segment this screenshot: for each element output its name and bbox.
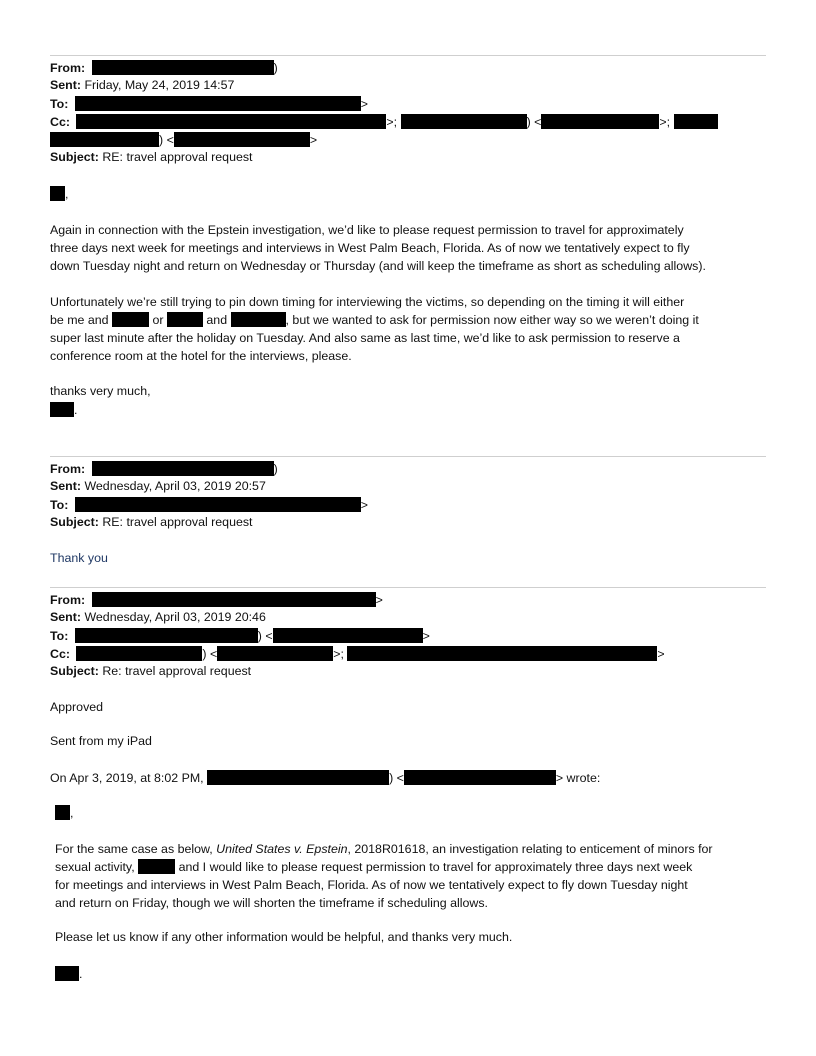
sent-line <box>50 610 266 625</box>
subject-value: Re: travel approval request <box>102 664 252 678</box>
redaction-block <box>75 628 258 643</box>
punctuation: > <box>309 133 318 147</box>
cc-line <box>50 646 665 662</box>
redaction-block <box>76 646 202 661</box>
separator-rule <box>50 456 766 457</box>
punctuation: , <box>65 187 69 201</box>
redaction-block <box>217 646 333 661</box>
cc-line-continued <box>50 132 317 148</box>
redaction-block <box>174 132 310 147</box>
reply-text: Thank you <box>50 551 108 565</box>
from-label: From: <box>50 462 86 476</box>
redaction-block <box>50 186 65 201</box>
punctuation: > <box>375 593 383 607</box>
punctuation: > <box>360 97 369 111</box>
redaction-block <box>50 402 74 417</box>
to-label: To: <box>50 97 69 111</box>
redaction-block <box>167 312 203 327</box>
to-label: To: <box>50 498 69 512</box>
cc-label: Cc: <box>50 115 70 129</box>
punctuation: ) < <box>202 647 218 661</box>
text-fragment: > wrote: <box>555 771 601 785</box>
redaction-block <box>50 132 159 147</box>
cc-line <box>50 114 718 130</box>
signature <box>50 402 77 418</box>
text-fragment: sexual activity, <box>55 860 135 874</box>
redaction-block <box>231 312 286 327</box>
text-line <box>50 311 699 329</box>
text-fragment: be me and <box>50 313 109 327</box>
subject-line <box>50 664 251 679</box>
redaction-block <box>92 60 274 75</box>
redaction-block <box>347 646 657 661</box>
quoted-signature <box>55 966 82 982</box>
redaction-block <box>404 770 556 785</box>
sent-value: Friday, May 24, 2019 14:57 <box>84 78 235 92</box>
quote-header <box>50 770 600 786</box>
subject-label: Subject: <box>50 664 99 678</box>
punctuation: . <box>79 967 83 981</box>
to-label: To: <box>50 629 69 643</box>
from-line <box>50 461 278 477</box>
from-label: From: <box>50 61 86 75</box>
to-line <box>50 628 430 644</box>
subject-label: Subject: <box>50 515 99 529</box>
redaction-block <box>92 461 274 476</box>
quoted-paragraph-2: Please let us know if any other information would be helpful, and thanks very much. <box>55 930 513 944</box>
punctuation: ) <box>273 462 278 476</box>
text-fragment: , 2018R01618, an investigation relating to enticement of minors for <box>347 842 713 856</box>
punctuation: > <box>422 629 430 643</box>
text-fragment: and I would like to please request permission to travel for approximately three days next week <box>178 860 693 874</box>
text-fragment: and <box>206 313 228 327</box>
punctuation: ) < <box>526 115 542 129</box>
text-line: three days next week for meetings and interviews in West Palm Beach, Florida. As of now we tentatively expect to fly <box>50 241 690 255</box>
redaction-block <box>112 312 149 327</box>
punctuation: ) < <box>389 771 404 785</box>
text-line: and return on Friday, though we will shorten the timeframe if scheduling allows. <box>55 896 488 910</box>
subject-line <box>50 515 252 530</box>
punctuation: ) < <box>257 629 273 643</box>
text-fragment: For the same case as below, <box>55 842 217 856</box>
subject-value: RE: travel approval request <box>102 150 253 164</box>
sent-line <box>50 78 234 93</box>
text-line: down Tuesday night and return on Wednesday or Thursday (and will keep the timeframe as short as scheduling allows). <box>50 259 706 273</box>
redaction-block <box>138 859 175 874</box>
redaction-block <box>55 805 70 820</box>
sent-label: Sent: <box>50 610 81 624</box>
text-fragment: On Apr 3, 2019, at 8:02 PM, <box>50 771 204 785</box>
from-label: From: <box>50 593 86 607</box>
punctuation: > <box>360 498 369 512</box>
punctuation: >; <box>333 647 344 661</box>
redaction-block <box>55 966 79 981</box>
to-line <box>50 96 368 112</box>
punctuation: >; <box>659 115 671 129</box>
text-line: conference room at the hotel for the interviews, please. <box>50 349 352 363</box>
text-fragment: , but we wanted to ask for permission now either way so we weren’t doing it <box>285 313 699 327</box>
text-line: Unfortunately we’re still trying to pin down timing for interviewing the victims, so depending on the timing it will either <box>50 295 685 309</box>
separator-rule <box>50 55 766 56</box>
subject-line <box>50 150 252 165</box>
redaction-block <box>273 628 423 643</box>
approval-text: Approved <box>50 700 104 714</box>
text-line <box>55 840 713 858</box>
email1-paragraph-1 <box>50 221 706 275</box>
closing: thanks very much, <box>50 384 151 398</box>
redaction-block <box>92 592 376 607</box>
redaction-block <box>674 114 718 129</box>
text-line <box>55 858 713 876</box>
punctuation: ) <box>273 61 278 75</box>
text-line: for meetings and interviews in West Palm Beach, Florida. As of now we tentatively expect to fly down Tuesday night <box>55 878 688 892</box>
sent-label: Sent: <box>50 479 81 493</box>
subject-label: Subject: <box>50 150 99 164</box>
punctuation: . <box>74 403 78 417</box>
sent-label: Sent: <box>50 78 81 92</box>
salutation <box>50 186 68 202</box>
subject-value: RE: travel approval request <box>102 515 253 529</box>
redaction-block <box>75 96 361 111</box>
redaction-block <box>541 114 659 129</box>
redaction-block <box>401 114 527 129</box>
separator-rule <box>50 587 766 588</box>
text-fragment: or <box>152 313 164 327</box>
email1-paragraph-2 <box>50 293 699 365</box>
sent-value: Wednesday, April 03, 2019 20:57 <box>84 479 266 493</box>
text-line: Again in connection with the Epstein investigation, we’d like to please request permission to travel for approximately <box>50 223 684 237</box>
case-name: United States v. Epstein <box>216 842 348 856</box>
redaction-block <box>207 770 389 785</box>
redaction-block <box>75 497 361 512</box>
text-line: super last minute after the holiday on Tuesday. And also same as last time, we’d like to ask permission to reserve a <box>50 331 680 345</box>
from-line <box>50 60 278 76</box>
quoted-paragraph-1 <box>55 840 713 912</box>
cc-label: Cc: <box>50 647 70 661</box>
device-signature: Sent from my iPad <box>50 734 152 748</box>
punctuation: > <box>657 647 665 661</box>
quoted-salutation <box>55 805 73 821</box>
punctuation: , <box>70 806 74 820</box>
punctuation: >; <box>386 115 398 129</box>
punctuation: ) < <box>159 133 174 147</box>
to-line <box>50 497 368 513</box>
sent-line <box>50 479 266 494</box>
sent-value: Wednesday, April 03, 2019 20:46 <box>84 610 266 624</box>
from-line <box>50 592 383 608</box>
redaction-block <box>76 114 386 129</box>
